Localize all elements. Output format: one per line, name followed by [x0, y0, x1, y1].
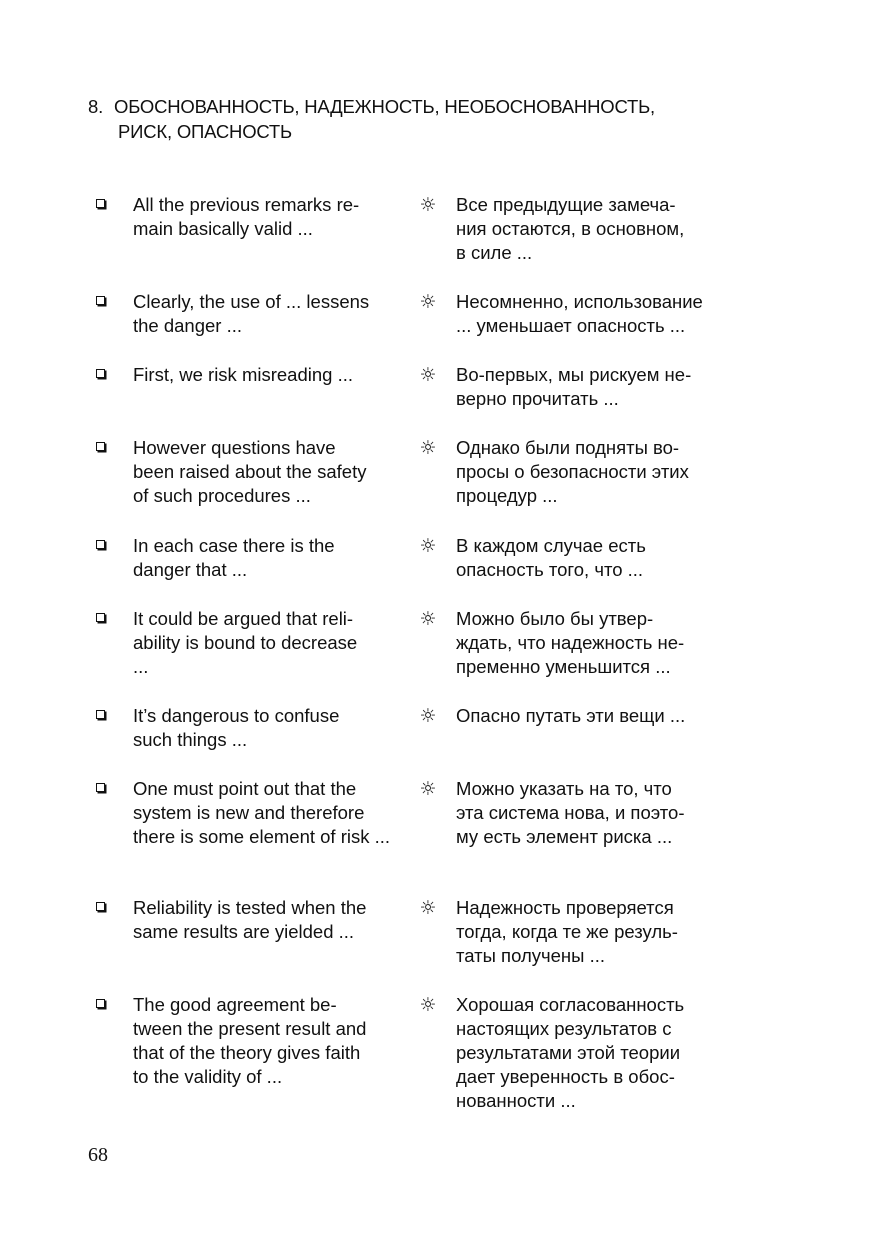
checkbox-bullet-icon	[96, 999, 105, 1008]
sun-icon: ☼	[419, 437, 437, 459]
russian-phrase: Во-первых, мы рискуем не- верно прочитать ...	[456, 364, 692, 409]
sun-icon: ☼	[419, 194, 437, 216]
sun-icon: ☼	[419, 364, 437, 386]
russian-phrase: Хорошая согласованность настоящих результатов с результатами этой теории дает уверенность в обос- нованности ...	[456, 994, 685, 1111]
checkbox-bullet-icon	[96, 613, 105, 622]
sun-icon: ☼	[419, 897, 437, 919]
english-phrase: The good agreement be- tween the present result and that of the theory gives faith to the validity of ...	[133, 994, 367, 1087]
russian-phrase: Надежность проверяется тогда, когда те же резуль- таты получены ...	[456, 897, 678, 966]
russian-phrase: В каждом случае есть опасность того, что ...	[456, 535, 646, 580]
english-phrase: However questions have been raised about the safety of such procedures ...	[133, 437, 367, 506]
russian-phrase: Опасно путать эти вещи ...	[456, 705, 686, 726]
section-heading	[88, 94, 788, 144]
english-phrase: It’s dangerous to confuse such things ...	[133, 705, 340, 750]
page-number: 68	[88, 1144, 108, 1166]
sun-icon: ☼	[419, 608, 437, 630]
english-phrase: Clearly, the use of ... lessens the danger ...	[133, 291, 370, 336]
english-phrase: All the previous remarks re- main basically valid ...	[133, 194, 360, 239]
checkbox-bullet-icon	[96, 369, 105, 378]
checkbox-bullet-icon	[96, 783, 105, 792]
sun-icon: ☼	[419, 994, 437, 1016]
checkbox-bullet-icon	[96, 540, 105, 549]
sun-icon: ☼	[419, 535, 437, 557]
section-number: 8.	[88, 96, 104, 117]
english-phrase: Reliability is tested when the same results are yielded ...	[133, 897, 367, 942]
section-title-line-2: РИСК, ОПАСНОСТЬ	[118, 121, 292, 142]
checkbox-bullet-icon	[96, 199, 105, 208]
sun-icon: ☼	[419, 778, 437, 800]
russian-phrase: Несомненно, использование ... уменьшает опасность ...	[456, 291, 703, 336]
english-phrase: One must point out that the system is new and therefore there is some element of risk ...	[133, 778, 391, 847]
russian-phrase: Однако были подняты во- просы о безопасности этих процедур ...	[456, 437, 689, 506]
english-phrase: It could be argued that reli- ability is bound to decrease ...	[133, 608, 358, 677]
checkbox-bullet-icon	[96, 710, 105, 719]
russian-phrase: Все предыдущие замеча- ния остаются, в основном, в силе ...	[456, 194, 685, 263]
checkbox-bullet-icon	[96, 902, 105, 911]
sun-icon: ☼	[419, 291, 437, 313]
checkbox-bullet-icon	[96, 442, 105, 451]
section-title-line-1: ОБОСНОВАННОСТЬ, НАДЕЖНОСТЬ, НЕОБОСНОВАННОСТЬ,	[114, 96, 655, 117]
english-phrase: First, we risk misreading ...	[133, 364, 353, 385]
russian-phrase: Можно было бы утвер- ждать, что надежность не- пременно уменьшится ...	[456, 608, 685, 677]
english-phrase: In each case there is the danger that ...	[133, 535, 335, 580]
sun-icon: ☼	[419, 705, 437, 727]
russian-phrase: Можно указать на то, что эта система нова, и поэто- му есть элемент риска ...	[456, 778, 685, 847]
checkbox-bullet-icon	[96, 296, 105, 305]
